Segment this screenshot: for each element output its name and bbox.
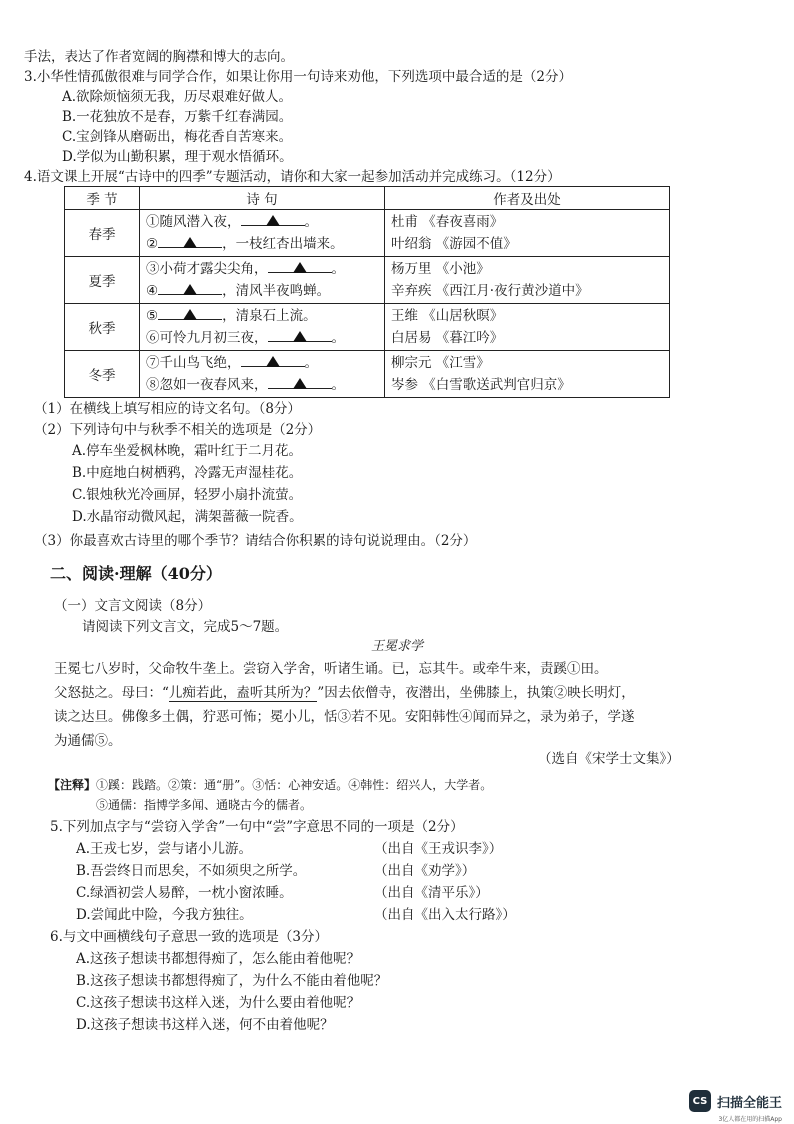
scanner-watermark <box>689 1090 782 1112</box>
header-season: 季 节 <box>65 187 140 210</box>
q4-sub2-option-d: D.水晶帘动微风起，满架蔷薇一院香。 <box>72 509 303 525</box>
q4-sub3: （3）你最喜欢古诗里的哪个季节？请结合你积累的诗句说说理由。（2分） <box>34 533 477 549</box>
q3-option-d: D.学似为山勤积累，理于观水悟循环。 <box>62 149 293 165</box>
answer-blank[interactable] <box>241 352 305 367</box>
q6-option-d: D.这孩子想读书这样入迷，何不由着他呢？ <box>76 1017 334 1033</box>
q5-option-a: A.王戎七岁，尝与诸小儿游。 <box>76 841 253 857</box>
triangle-marker-icon <box>183 309 197 320</box>
section2-instruction: 请阅读下列文言文，完成5～7题。 <box>82 619 289 635</box>
passage-line-2: 父怒挞之。母曰：“儿痴若此，盍听其所为？”因去依僧寺，夜潜出，坐佛膝上，执策②映长明灯， <box>54 685 635 701</box>
table-row-summer <box>65 257 670 304</box>
verse-cell: ①随风潜入夜， 。 ② ，一枝红杏出墙来。 <box>140 210 385 257</box>
q4-stem: 4.语文课上开展“古诗中的四季”专题活动，请你和大家一起参加活动并完成练习。（12分） <box>24 169 561 185</box>
author-cell: 杨万里 《小池》 辛弃疾 《西江月·夜行黄沙道中》 <box>385 257 670 304</box>
section2-title: 二、阅读·理解（40分） <box>50 564 222 583</box>
author-cell: 王维 《山居秋暝》 白居易 《暮江吟》 <box>385 304 670 351</box>
q6-option-b: B.这孩子想读书都想得痴了，为什么不能由着他呢？ <box>76 973 388 989</box>
answer-blank[interactable] <box>158 305 222 320</box>
q6-option-c: C.这孩子想读书这样入迷，为什么要由着他呢？ <box>76 995 361 1011</box>
section2-part1: （一）文言文阅读（8分） <box>54 598 212 614</box>
camscanner-tagline: 3亿人都在用的扫描App <box>718 1116 782 1123</box>
header-verse: 诗 句 <box>140 187 385 210</box>
passage-line-4: 为通儒⑤。 <box>54 733 122 749</box>
q5-option-c-source: （出自《清平乐》） <box>374 885 489 901</box>
notes-line-1: 【注释】①蹊：践踏。②策：通“册”。③恬：心神安适。④韩性：绍兴人，大学者。 <box>48 778 493 792</box>
q3-option-c: C.宝剑锋从磨砺出，梅花香自苦寒来。 <box>62 129 293 145</box>
verse-cell: ③小荷才露尖尖角， 。 ④ ，清风半夜鸣蝉。 <box>140 257 385 304</box>
q4-sub2-option-a: A.停车坐爱枫林晚，霜叶红于二月花。 <box>72 443 303 459</box>
verse-cell: ⑦千山鸟飞绝， 。 ⑧忽如一夜春风来， 。 <box>140 351 385 398</box>
season-cell: 夏季 <box>65 257 140 304</box>
answer-blank[interactable] <box>158 233 222 248</box>
q5-option-d: D.尝闻此中险，今我方独往。 <box>76 907 253 923</box>
header-author: 作者及出处 <box>385 187 670 210</box>
answer-blank[interactable] <box>268 258 332 273</box>
season-cell: 秋季 <box>65 304 140 351</box>
q4-sub2-option-b: B.中庭地白树栖鸦，冷露无声湿桂花。 <box>72 465 303 481</box>
seasons-poem-table <box>64 186 670 398</box>
q5-option-b-source: （出自《劝学》） <box>374 863 476 879</box>
q3-stem: 3.小华性情孤傲很难与同学合作，如果让你用一句诗来劝他，下列选项中最合适的是（2分） <box>24 69 572 85</box>
passage-title: 王冕求学 <box>370 639 423 654</box>
answer-blank[interactable] <box>158 280 222 295</box>
q3-option-b: B.一花独放不是春，万紫千红春满园。 <box>62 109 293 125</box>
verse-cell: ⑤ ，清泉石上流。 ⑥可怜九月初三夜， 。 <box>140 304 385 351</box>
passage-line-3: 读之达旦。佛像多土偶，狞恶可怖；冕小儿，恬③若不见。安阳韩性④闻而异之，录为弟子，学遂 <box>54 709 635 725</box>
author-cell: 杜甫 《春夜喜雨》 叶绍翁 《游园不值》 <box>385 210 670 257</box>
triangle-marker-icon <box>183 284 197 295</box>
q4-sub2-option-c: C.银烛秋光冷画屏，轻罗小扇扑流萤。 <box>72 487 303 503</box>
passage-source: （选自《宋学士文集》） <box>538 751 680 767</box>
q5-stem: 5.下列加点字与“尝窃入学舍”一句中“尝”字意思不同的一项是（2分） <box>50 819 464 835</box>
q4-sub2: （2）下列诗句中与秋季不相关的选项是（2分） <box>34 422 322 438</box>
underlined-sentence: 儿痴若此，盍听其所为？ <box>168 685 318 701</box>
triangle-marker-icon <box>266 356 280 367</box>
camscanner-logo-icon: CS <box>689 1090 711 1112</box>
triangle-marker-icon <box>293 331 307 342</box>
q5-option-b: B.吾尝终日而思矣，不如须臾之所学。 <box>76 863 307 879</box>
intro-line: 手法，表达了作者宽阔的胸襟和博大的志向。 <box>24 49 294 65</box>
table-header-row <box>65 187 670 210</box>
q5-option-a-source: （出自《王戎识李》） <box>374 841 503 857</box>
season-cell: 春季 <box>65 210 140 257</box>
q6-stem: 6.与文中画横线句子意思一致的选项是（3分） <box>50 929 328 945</box>
q6-option-a: A.这孩子想读书都想得痴了，怎么能由着他呢？ <box>76 951 361 967</box>
triangle-marker-icon <box>183 237 197 248</box>
table-row-winter <box>65 351 670 398</box>
answer-blank[interactable] <box>268 374 332 389</box>
q5-option-d-source: （出自《出入太行路》） <box>374 907 516 923</box>
q3-option-a: A.欲除烦恼须无我，历尽艰难好做人。 <box>62 89 293 105</box>
table-row-spring <box>65 210 670 257</box>
notes-line-2: ⑤通儒：指博学多闻、通晓古今的儒者。 <box>96 798 313 812</box>
triangle-marker-icon <box>293 262 307 273</box>
triangle-marker-icon <box>293 378 307 389</box>
triangle-marker-icon <box>266 215 280 226</box>
camscanner-name: 扫描全能王 <box>716 1095 782 1111</box>
q5-option-c: C.绿酒初尝人易醉，一枕小窗浓睡。 <box>76 885 293 901</box>
season-cell: 冬季 <box>65 351 140 398</box>
q4-sub1: （1）在横线上填写相应的诗文名句。（8分） <box>34 401 301 417</box>
answer-blank[interactable] <box>268 327 332 342</box>
answer-blank[interactable] <box>241 211 305 226</box>
author-cell: 柳宗元 《江雪》 岑参 《白雪歌送武判官归京》 <box>385 351 670 398</box>
passage-line-1: 王冕七八岁时，父命牧牛垄上。尝窃入学舍，听诸生诵。已，忘其牛。或牵牛来，责蹊①田。 <box>54 661 608 677</box>
table-row-autumn <box>65 304 670 351</box>
